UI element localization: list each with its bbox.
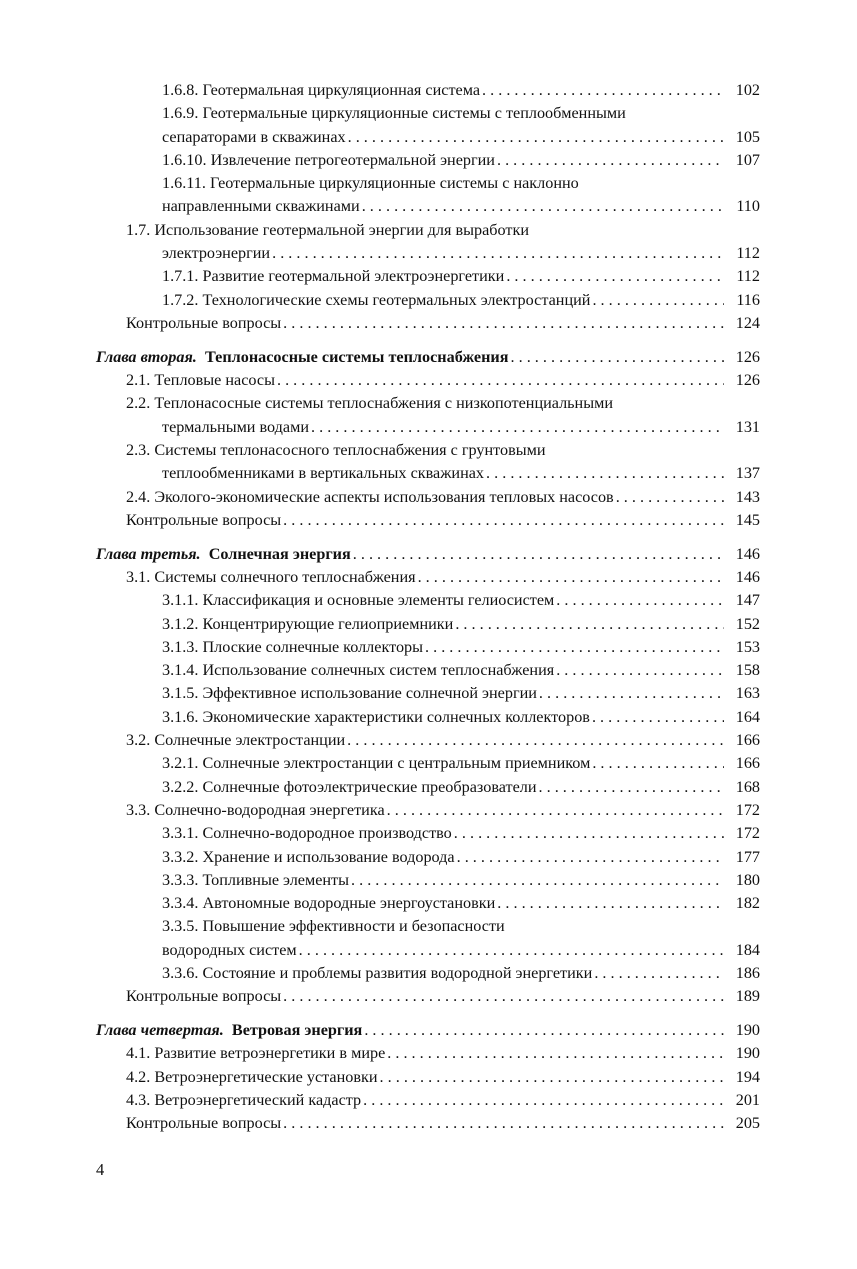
toc-entry (96, 439, 760, 486)
toc-line (96, 1066, 760, 1089)
leader-dots (353, 543, 724, 566)
leader-dots (592, 289, 724, 312)
toc-chapter (96, 1019, 760, 1042)
page-ref: 190 (735, 1044, 760, 1063)
page-ref: 158 (735, 661, 760, 680)
toc-entry (96, 776, 760, 799)
chapter-heading (96, 1019, 362, 1042)
entry-text: сепараторами в скважинах (162, 127, 346, 146)
leader-dots (283, 312, 724, 335)
page-ref: 145 (735, 510, 760, 529)
entry-text: 2.2. Теплонасосные системы теплоснабжения с низкопотенциальными (126, 394, 614, 413)
toc-entry (96, 846, 760, 869)
toc-line (96, 846, 760, 869)
leader-dots (277, 369, 724, 392)
chapter-heading (96, 346, 509, 369)
toc-line (96, 219, 760, 242)
entry-text: 2.1. Тепловые насосы (126, 371, 275, 390)
toc-row (96, 543, 760, 566)
toc-line (96, 613, 760, 636)
entry-text: 2.4. Эколого-экономические аспекты использования тепловых насосов (126, 487, 614, 506)
page-ref: 153 (735, 637, 760, 656)
page-ref: 201 (735, 1090, 760, 1109)
leader-dots (272, 242, 724, 265)
toc-entry (96, 289, 760, 312)
toc-row (96, 346, 760, 369)
leader-dots (556, 589, 724, 612)
leader-dots (457, 846, 724, 869)
leader-dots (362, 195, 724, 218)
entry-text: 3.2.1. Солнечные электростанции с центральным приемником (162, 754, 591, 773)
toc-entry (96, 566, 760, 589)
page-ref: 164 (735, 707, 760, 726)
leader-dots (592, 706, 724, 729)
leader-dots (364, 1019, 724, 1042)
toc-line (96, 242, 760, 265)
page-ref: 180 (735, 870, 760, 889)
toc-entry (96, 102, 760, 149)
toc-entry (96, 1066, 760, 1089)
page-ref: 184 (735, 940, 760, 959)
toc-line (96, 869, 760, 892)
page-ref: 126 (735, 371, 760, 390)
toc-chapter (96, 543, 760, 566)
toc-entry (96, 752, 760, 775)
toc-entry (96, 962, 760, 985)
entry-text: 1.6.10. Извлечение петрогеотермальной энергии (162, 150, 495, 169)
toc-entry (96, 892, 760, 915)
toc-line (96, 265, 760, 288)
toc-line (96, 566, 760, 589)
toc-entry (96, 613, 760, 636)
toc-entry (96, 392, 760, 439)
leader-dots (311, 416, 724, 439)
toc-entry (96, 1112, 760, 1135)
page-number: 4 (96, 1160, 105, 1179)
chapter-title: Теплонасосные системы теплоснабжения (204, 347, 509, 366)
page-ref: 102 (735, 81, 760, 99)
page-ref: 146 (735, 567, 760, 586)
leader-dots (387, 799, 724, 822)
entry-text: 3.1. Системы солнечного теплоснабжения (126, 567, 416, 586)
toc-entry (96, 509, 760, 532)
page-ref: 112 (736, 267, 760, 286)
entry-text: направленными скважинами (162, 197, 360, 216)
entry-text: 3.1.1. Классификация и основные элементы гелиосистем (162, 591, 555, 610)
page-ref: 205 (735, 1114, 760, 1133)
entry-text: 3.3.1. Солнечно-водородное производство (162, 824, 452, 843)
entry-text: 3.1.5. Эффективное использование солнечной энергии (162, 684, 537, 703)
leader-dots (351, 869, 724, 892)
leader-dots (283, 1112, 724, 1135)
leader-dots (506, 265, 724, 288)
toc-line (96, 915, 760, 938)
toc-line (96, 985, 760, 1008)
toc-line (96, 1089, 760, 1112)
toc-line (96, 752, 760, 775)
entry-text: 3.3.5. Повышение эффективности и безопасности (162, 917, 505, 936)
toc-line (96, 416, 760, 439)
toc-entry (96, 799, 760, 822)
chapter-label: Глава вторая. (96, 347, 197, 366)
leader-dots (380, 1066, 724, 1089)
toc-line (96, 892, 760, 915)
toc-line (96, 939, 760, 962)
page-ref: 126 (735, 347, 760, 366)
page-ref: 116 (736, 290, 760, 309)
page-ref: 110 (736, 197, 760, 216)
toc-entry (96, 172, 760, 219)
page-ref: 105 (735, 127, 760, 146)
toc-entry (96, 219, 760, 266)
entry-text: Контрольные вопросы (126, 1114, 282, 1133)
leader-dots (425, 636, 724, 659)
entry-text: 3.1.6. Экономические характеристики солнечных коллекторов (162, 707, 590, 726)
toc-entry (96, 265, 760, 288)
leader-dots (387, 1042, 724, 1065)
leader-dots (455, 613, 724, 636)
toc-line (96, 392, 760, 415)
toc-line (96, 776, 760, 799)
leader-dots (539, 776, 724, 799)
entry-text: 2.3. Системы теплонасосного теплоснабжения с грунтовыми (126, 440, 546, 459)
entry-text: термальными водами (162, 417, 310, 436)
chapter-label: Глава четвертая. (96, 1021, 224, 1040)
page-ref: 172 (735, 824, 760, 843)
toc-line (96, 126, 760, 149)
table-of-contents (96, 79, 760, 1136)
entry-text: 3.2. Солнечные электростанции (126, 731, 346, 750)
leader-dots (299, 939, 724, 962)
chapter-title: Ветровая энергия (231, 1021, 363, 1040)
entry-text: 3.2.2. Солнечные фотоэлектрические преобразователи (162, 777, 537, 796)
leader-dots (348, 126, 724, 149)
entry-text: 1.7. Использование геотермальной энергии для выработки (126, 220, 529, 239)
page-ref: 166 (735, 731, 760, 750)
page-ref: 168 (735, 777, 760, 796)
page-ref: 147 (735, 591, 760, 610)
toc-line (96, 706, 760, 729)
chapter-title: Солнечная энергия (208, 544, 351, 563)
page-ref: 137 (735, 464, 760, 483)
leader-dots (283, 509, 724, 532)
toc-line (96, 439, 760, 462)
toc-entry (96, 822, 760, 845)
toc-line (96, 962, 760, 985)
page-ref: 186 (735, 963, 760, 982)
toc-entry (96, 149, 760, 172)
page-ref: 107 (735, 150, 760, 169)
entry-text: 3.3. Солнечно-водородная энергетика (126, 800, 385, 819)
toc-line (96, 312, 760, 335)
toc-line (96, 1112, 760, 1135)
chapter-label: Глава третья. (96, 544, 201, 563)
leader-dots (454, 822, 724, 845)
toc-entry (96, 636, 760, 659)
chapter-heading (96, 543, 351, 566)
page-ref: 190 (735, 1021, 760, 1040)
page-ref: 177 (735, 847, 760, 866)
toc-line (96, 799, 760, 822)
toc-entry (96, 706, 760, 729)
entry-text: теплообменниками в вертикальных скважинах (162, 464, 485, 483)
page-ref: 182 (735, 894, 760, 913)
entry-text: 4.3. Ветроэнергетический кадастр (126, 1090, 362, 1109)
leader-dots (511, 346, 725, 369)
toc-entry (96, 985, 760, 1008)
toc-line (96, 589, 760, 612)
page-ref: 152 (735, 614, 760, 633)
leader-dots (497, 892, 724, 915)
page-ref: 189 (735, 987, 760, 1006)
toc-row (96, 1019, 760, 1042)
toc-entry (96, 869, 760, 892)
entry-text: 1.7.2. Технологические схемы геотермальных электростанций (162, 290, 591, 309)
leader-dots (486, 462, 724, 485)
page-ref: 172 (735, 800, 760, 819)
leader-dots (616, 486, 724, 509)
toc-line (96, 369, 760, 392)
toc-entry (96, 589, 760, 612)
toc-line (96, 195, 760, 218)
leader-dots (418, 566, 724, 589)
entry-text: 1.6.11. Геотермальные циркуляционные системы с наклонно (162, 174, 579, 193)
page-ref: 143 (735, 487, 760, 506)
leader-dots (594, 962, 724, 985)
entry-text: 4.2. Ветроэнергетические установки (126, 1067, 378, 1086)
toc-line (96, 462, 760, 485)
toc-entry (96, 312, 760, 335)
toc-entry (96, 915, 760, 962)
toc-line (96, 172, 760, 195)
toc-entry (96, 79, 760, 102)
toc-line (96, 659, 760, 682)
leader-dots (283, 985, 724, 1008)
leader-dots (539, 682, 724, 705)
toc-entry (96, 1089, 760, 1112)
toc-entry (96, 682, 760, 705)
page-ref: 166 (735, 754, 760, 773)
page-ref: 194 (735, 1067, 760, 1086)
toc-line (96, 1042, 760, 1065)
toc-entry (96, 486, 760, 509)
leader-dots (482, 79, 724, 102)
toc-line (96, 822, 760, 845)
leader-dots (497, 149, 724, 172)
leader-dots (556, 659, 724, 682)
toc-line (96, 289, 760, 312)
entry-text: Контрольные вопросы (126, 313, 282, 332)
entry-text: Контрольные вопросы (126, 510, 282, 529)
leader-dots (363, 1089, 724, 1112)
leader-dots (347, 729, 724, 752)
toc-chapter (96, 346, 760, 369)
toc-line (96, 509, 760, 532)
entry-text: 3.3.3. Топливные элементы (162, 870, 350, 889)
toc-entry (96, 729, 760, 752)
entry-text: Контрольные вопросы (126, 987, 282, 1006)
entry-text: 3.1.4. Использование солнечных систем теплоснабжения (162, 661, 555, 680)
toc-entry (96, 369, 760, 392)
entry-text: 4.1. Развитие ветроэнергетики в мире (126, 1044, 386, 1063)
entry-text: электроэнергии (162, 244, 271, 263)
entry-text: водородных систем (162, 940, 297, 959)
toc-line (96, 636, 760, 659)
page-ref: 112 (736, 244, 760, 263)
entry-text: 1.6.8. Геотермальная циркуляционная система (162, 81, 481, 99)
toc-line (96, 149, 760, 172)
page-ref: 124 (735, 313, 760, 332)
entry-text: 1.6.9. Геотермальные циркуляционные системы с теплообменными (162, 104, 626, 123)
entry-text: 3.3.6. Состояние и проблемы развития водородной энергетики (162, 963, 593, 982)
toc-line (96, 682, 760, 705)
entry-text: 3.1.3. Плоские солнечные коллекторы (162, 637, 424, 656)
entry-text: 3.3.2. Хранение и использование водорода (162, 847, 455, 866)
entry-text: 3.3.4. Автономные водородные энергоустановки (162, 894, 496, 913)
toc-line (96, 102, 760, 125)
entry-text: 1.7.1. Развитие геотермальной электроэнергетики (162, 267, 505, 286)
toc-line (96, 486, 760, 509)
page-ref: 131 (735, 417, 760, 436)
toc-entry (96, 1042, 760, 1065)
toc-line (96, 729, 760, 752)
page-ref: 163 (735, 684, 760, 703)
toc-entry (96, 659, 760, 682)
page-ref: 146 (735, 544, 760, 563)
leader-dots (592, 752, 724, 775)
entry-text: 3.1.2. Концентрирующие гелиоприемники (162, 614, 454, 633)
toc-line (96, 79, 760, 102)
